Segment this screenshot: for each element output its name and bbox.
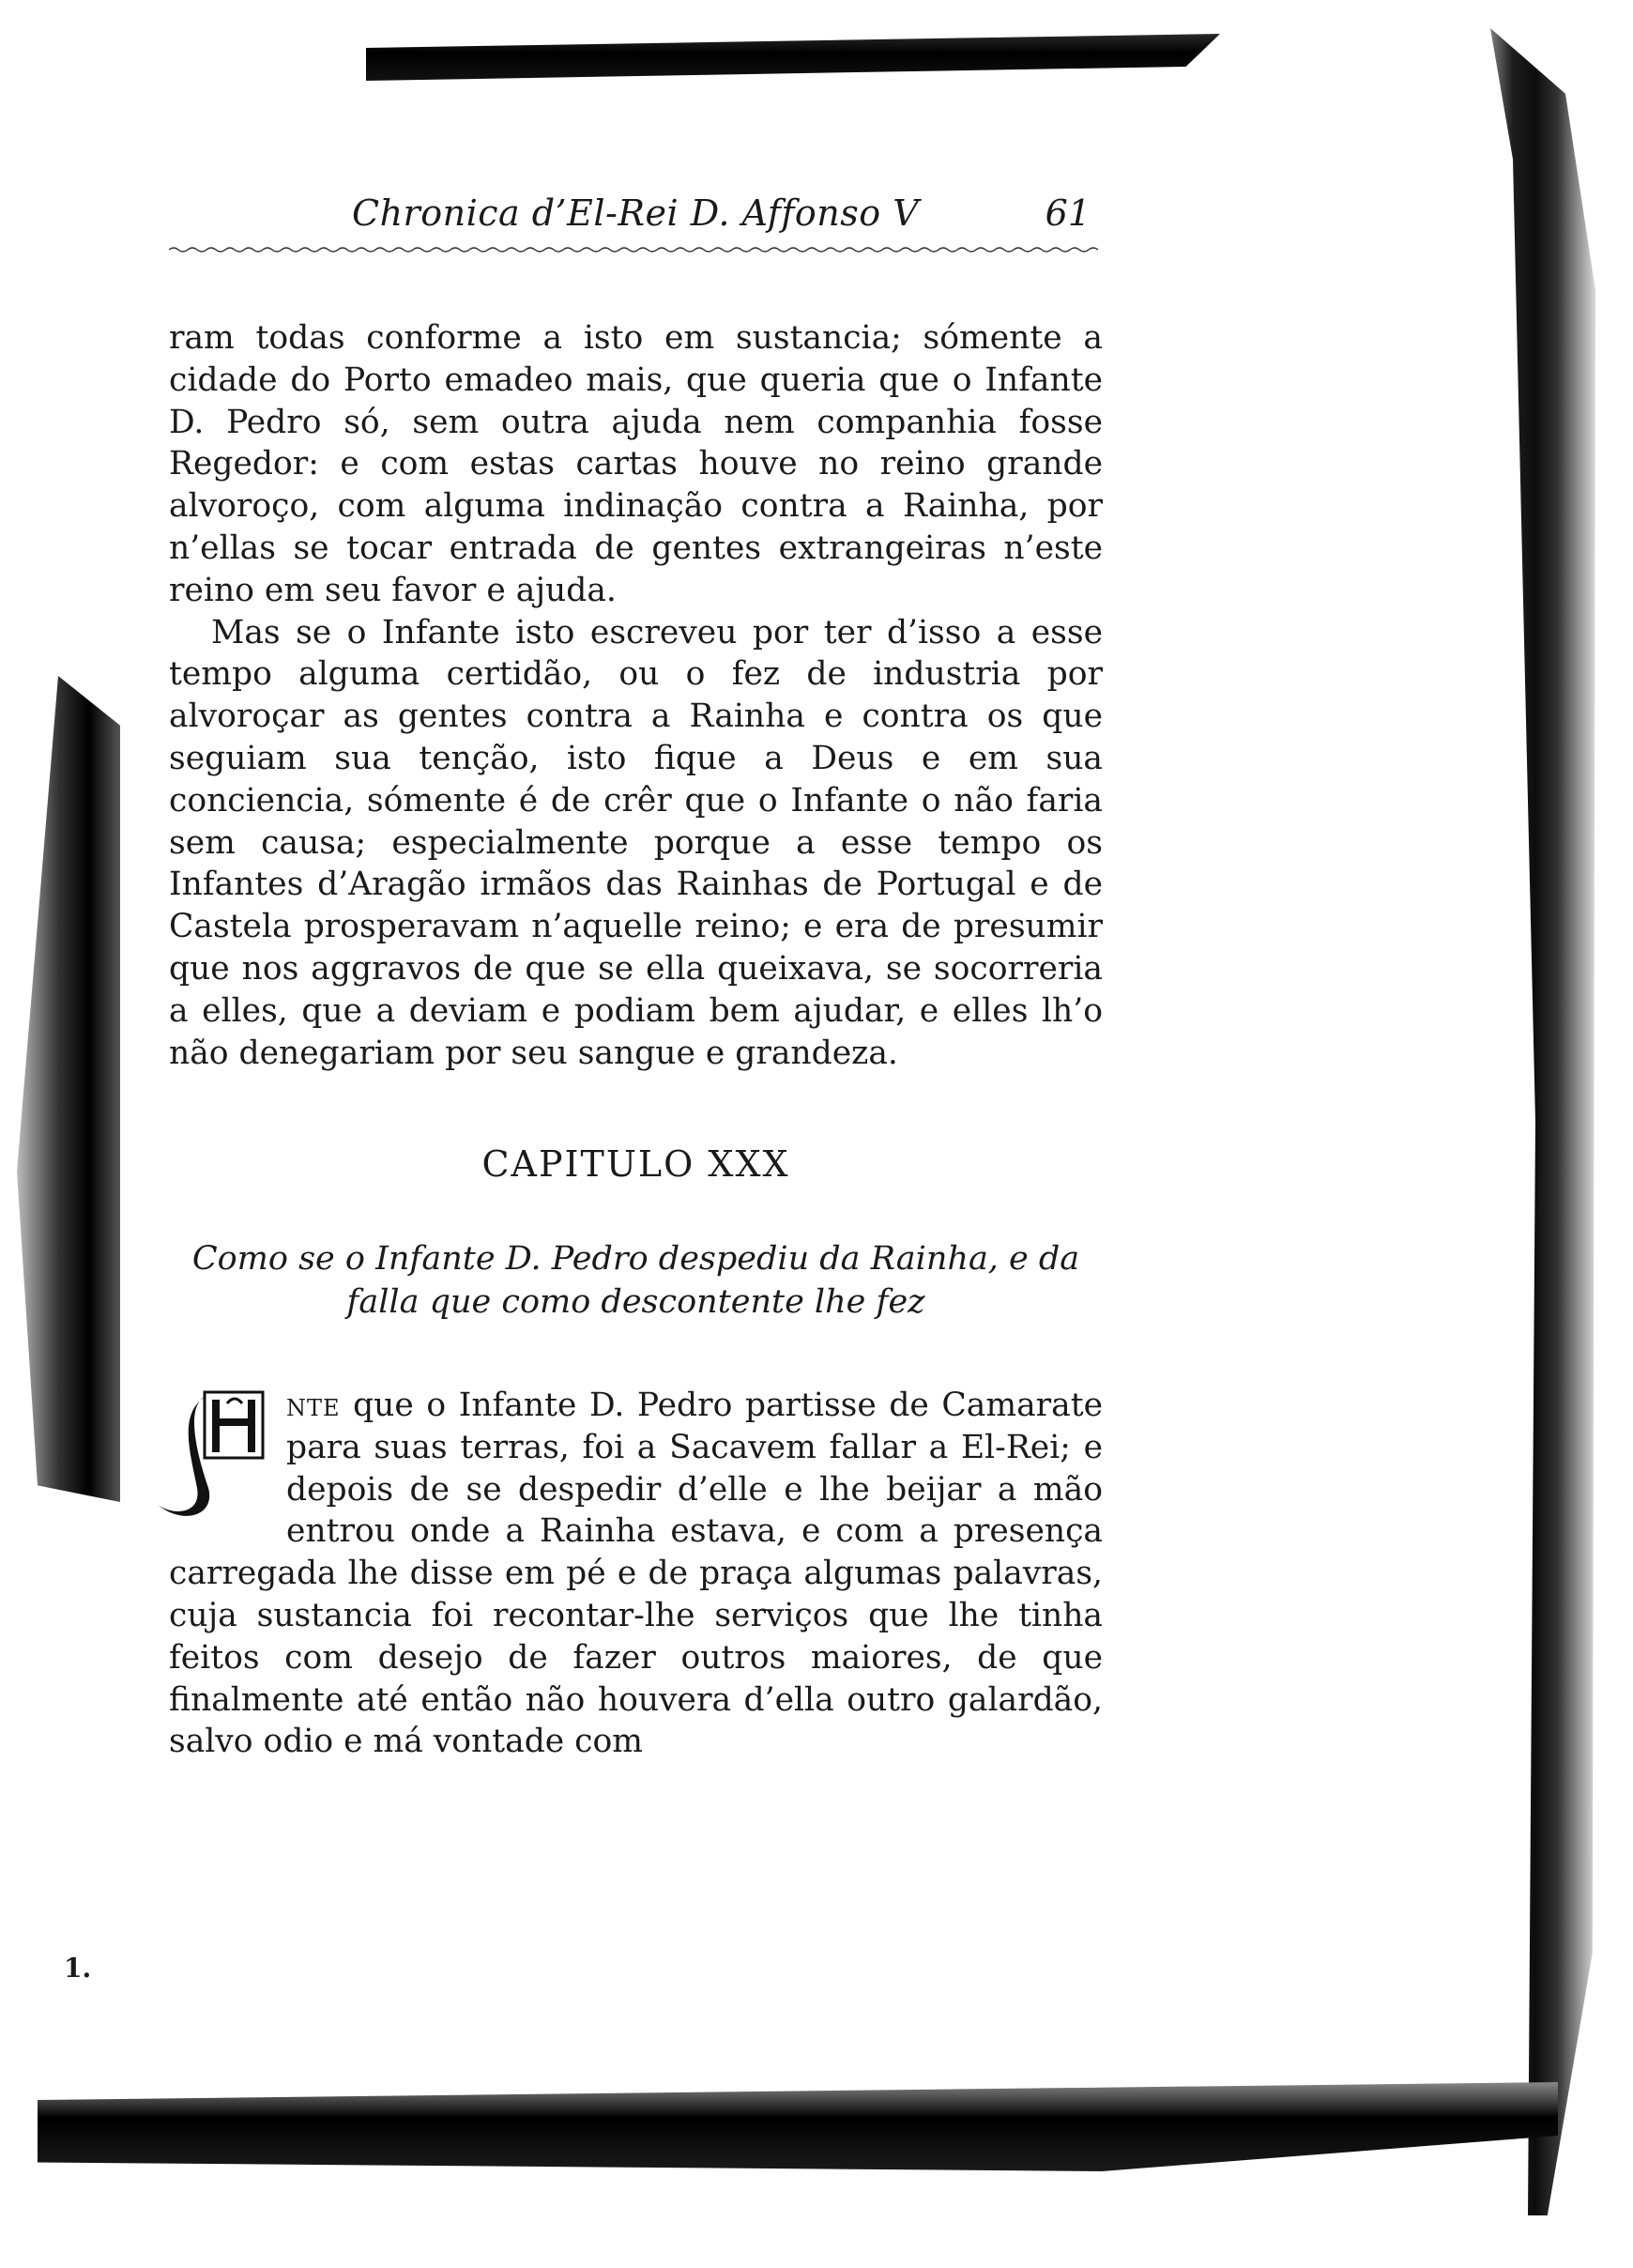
page-header (169, 192, 1107, 249)
page-number: 61 (1045, 192, 1091, 234)
scan-shadow-left (17, 676, 120, 1502)
running-title: Chronica d’El-Rei D. Affonso V (352, 192, 920, 234)
paragraph-2: Mas se o Infante isto escreveu por ter d’isso a esse tempo alguma certidão, ou o fez de industria por alvoroçar as gentes contra a Rainha e contra os que seguiam sua tenção, isto fique a Deus e em sua conciencia, sómente é de crêr que o Infante o não faria sem causa; especialmente porque a esse tempo os Infantes d’Aragão irmãos das Rainhas de Portugal e de Castela prosperavam n’aquelle reino; e era de presumir que nos aggravos de que se ella queixava, se socorreria a elles, que a deviam e podiam bem ajudar, e elles lh’o não denegariam por seu sangue e grandeza. (169, 613, 1103, 1072)
paragraph-1: ram todas conforme a isto em sustancia; sómente a cidade do Porto emadeo mais, que queria que o Infante D. Pedro só, sem outra ajuda nem companhia fosse Regedor: e com estas cartas houve no reino grande alvoroço, com alguma indinação contra a Rainha, por n’ellas se tocar entrada de gentes extrangeiras n’este reino em seu favor e ajuda. (169, 319, 1103, 609)
opening-smallcaps: nte (286, 1387, 341, 1424)
drop-cap-letter: A (233, 1450, 235, 1451)
chapter-subtitle: Como se o Infante D. Pedro despediu da Rainha, e da falla que como descontente lhe fez (191, 1240, 1080, 1321)
scan-shadow-bottom (38, 2082, 1558, 2171)
drop-cap-ornament (150, 1385, 277, 1525)
chapter-opening-paragraph (169, 1385, 1103, 1763)
margin-mark: 1. (64, 1953, 92, 1984)
chapter-title: CAPITULO XXX (481, 1143, 790, 1185)
scan-shadow-top (366, 34, 1220, 81)
header-wavy-rule (169, 246, 1098, 253)
scan-shadow-right (1445, 28, 1595, 2215)
body-text (169, 317, 1103, 1074)
opening-text: que o Infante D. Pedro partisse de Camarate para suas terras, foi a Sacavem fallar a El-Rei; e depois de se despedir d’elle e lhe beijar a mão entrou onde a Rainha estava, e com a presença carregada lhe disse em pé e de praça algumas palavras, cuja sustancia foi recontar-lhe serviços que lhe tinha feitos com desejo de fazer outros maiores, de que finalmente até então não houvera d’ella outro galardão, salvo odio e má vontade com (169, 1387, 1103, 1761)
